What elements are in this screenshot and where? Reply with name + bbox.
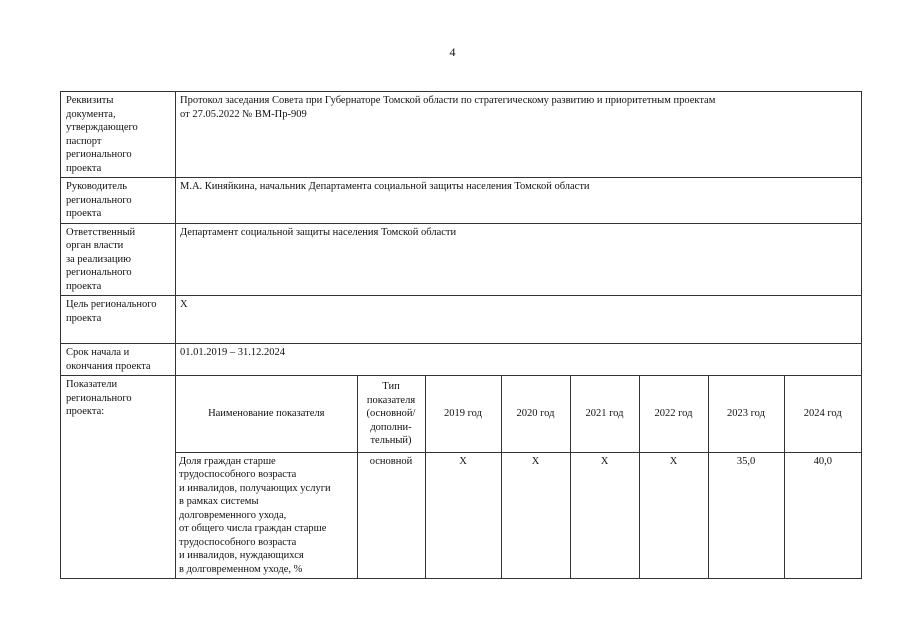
- indicator-value-2021: Х: [570, 452, 639, 578]
- indicators-header-row: [176, 376, 861, 452]
- row-label-project-term: Срок начала и окончания проекта: [61, 344, 176, 376]
- table-row: [61, 223, 862, 296]
- indicator-value-2023: 35,0: [708, 452, 784, 578]
- header-year-2021: 2021 год: [570, 376, 639, 452]
- header-indicator-name: Наименование показателя: [176, 376, 357, 452]
- indicator-value-2024: 40,0: [784, 452, 861, 578]
- indicator-row: [176, 452, 861, 578]
- row-value-project-term: 01.01.2019 – 31.12.2024: [176, 344, 862, 376]
- row-value-project-goal: Х: [176, 296, 862, 344]
- row-label-indicators: Показатели регионального проекта:: [61, 376, 176, 579]
- header-year-2023: 2023 год: [708, 376, 784, 452]
- indicator-value-2022: Х: [639, 452, 708, 578]
- page-number: 4: [449, 45, 456, 59]
- header-year-2020: 2020 год: [501, 376, 570, 452]
- table-row: [61, 178, 862, 224]
- header-year-2019: 2019 год: [425, 376, 501, 452]
- table-row: [61, 92, 862, 178]
- indicators-table: [176, 376, 861, 578]
- row-value-project-head: М.А. Киняйкина, начальник Департамента социальной защиты населения Томской области: [176, 178, 862, 224]
- project-passport-table: [60, 91, 862, 579]
- indicator-name: Доля граждан старше трудоспособного возраста и инвалидов, получающих услуги в рамках системы долговременного ухода, от общего числа граждан старше трудоспособного возраста и инвалидов, нуждающихся в долговременном уходе, %: [176, 452, 357, 578]
- row-value-document-details: Протокол заседания Совета при Губернаторе Томской области по стратегическому развитию и приоритетным проектам от 27.05.2022 № ВМ-Пр-909: [176, 92, 862, 178]
- row-label-project-goal: Цель регионального проекта: [61, 296, 176, 344]
- header-indicator-type: Тип показателя (основной/ дополни- тельный): [357, 376, 425, 452]
- header-year-2022: 2022 год: [639, 376, 708, 452]
- row-value-responsible-body: Департамент социальной защиты населения Томской области: [176, 223, 862, 296]
- row-label-document-details: Реквизиты документа, утверждающего паспорт регионального проекта: [61, 92, 176, 178]
- indicator-value-2019: Х: [425, 452, 501, 578]
- indicators-cell: [176, 376, 862, 579]
- header-year-2024: 2024 год: [784, 376, 861, 452]
- table-row: [61, 376, 862, 579]
- indicator-value-2020: Х: [501, 452, 570, 578]
- row-label-project-head: Руководитель регионального проекта: [61, 178, 176, 224]
- table-row: [61, 296, 862, 344]
- table-row: [61, 344, 862, 376]
- row-label-responsible-body: Ответственный орган власти за реализацию регионального проекта: [61, 223, 176, 296]
- indicator-type: основной: [357, 452, 425, 578]
